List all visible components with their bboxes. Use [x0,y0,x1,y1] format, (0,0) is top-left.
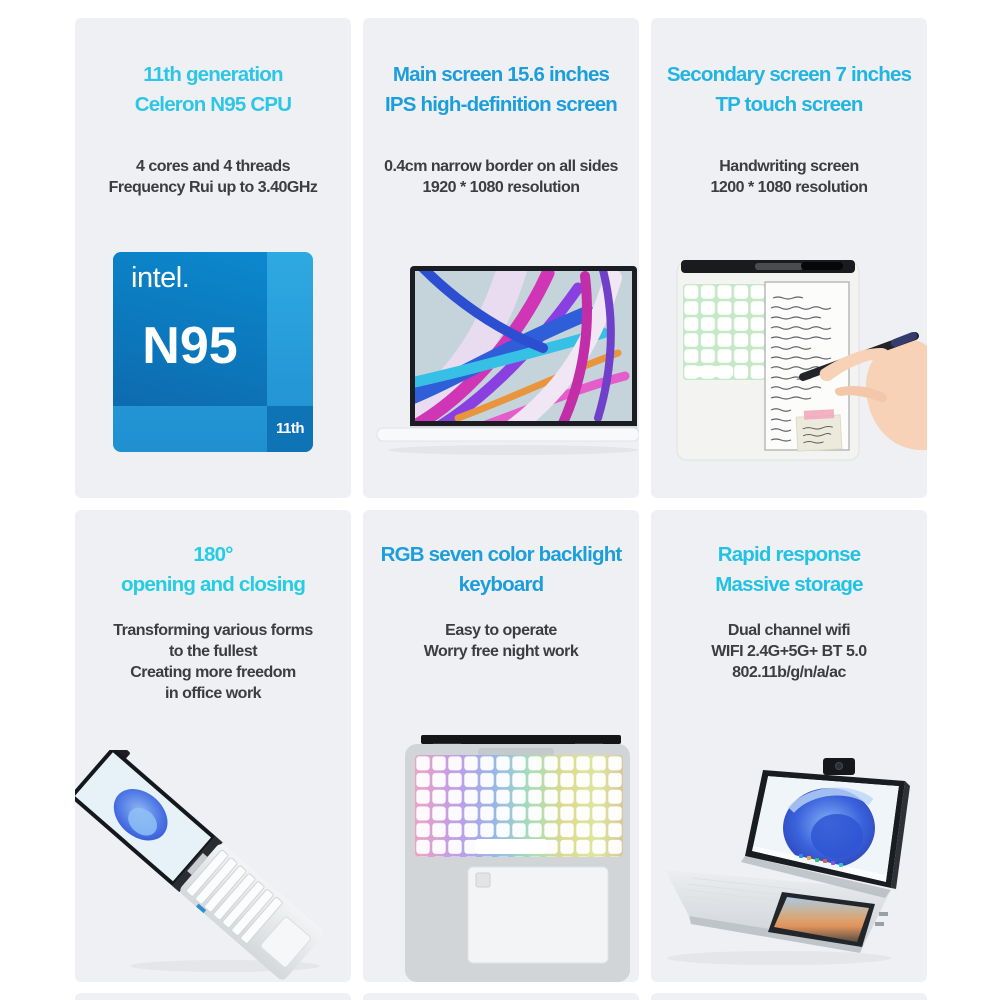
next-row-panel-stub [75,993,351,1000]
heading-line: Massive storage [715,573,863,596]
heading-line: 180° [193,543,233,566]
flat-laptop-illustration [75,750,351,982]
heading-line: Secondary screen 7 inches [666,63,912,86]
intel-n95-badge [113,252,313,452]
description-line: in office work [164,685,262,702]
heading-line: TP touch screen [715,93,863,116]
stylus-slot [801,262,843,270]
description-line: Easy to operate [445,622,557,639]
green-backlit-keyboard [683,284,766,380]
description-line: 1200 * 1080 resolution [710,179,868,196]
intel-brand-text: intel. [131,262,190,294]
heading-line: Main screen 15.6 inches [392,63,610,86]
rgb-keyboard-illustration [363,735,639,982]
heading-line: IPS high-definition screen [384,93,618,116]
description-line: 0.4cm narrow border on all sides [384,158,618,175]
panel-description [75,620,351,704]
dual-screen-laptop-illustration [651,750,927,982]
description-line: Worry free night work [423,643,579,660]
intel-model-text: N95 [142,317,238,375]
description-line: Dual channel wifi [727,622,851,639]
heading-line: 11th generation [143,63,283,86]
next-row-panel-stub [363,993,639,1000]
laptop-opened-flat [75,750,331,982]
fingerprint-sensor [476,873,490,887]
description-line: Frequency Rui up to 3.40GHz [108,179,318,196]
handwriting-illustration [651,238,927,482]
heading-line: Celeron N95 CPU [134,93,292,116]
description-line: Transforming various forms [113,622,313,639]
description-line: Handwriting screen [719,158,859,175]
description-line: to the fullest [168,643,258,660]
panel-heading [75,510,351,600]
laptop-front-illustration [363,258,639,488]
description-line: 4 cores and 4 threads [135,158,290,175]
feature-panel-cpu [75,18,351,498]
panel-heading [651,18,927,120]
panel-heading [363,18,639,120]
feature-panel-180-opening [75,510,351,982]
panel-description [651,156,927,198]
description-line: Creating more freedom [130,664,296,681]
spacebar [475,839,547,854]
description-line: WIFI 2.4G+5G+ BT 5.0 [711,643,867,660]
colorful-wallpaper [378,266,632,430]
laptop-base [377,428,639,441]
next-row-panel-stub [651,993,927,1000]
feature-panel-storage-wifi [651,510,927,982]
panel-description [75,156,351,198]
screen-hinge-edge [421,735,621,744]
panel-description [363,156,639,198]
heading-line: keyboard [458,573,544,596]
description-line: 1920 * 1080 resolution [422,179,580,196]
feature-panel-main-screen [363,18,639,498]
heading-line: RGB seven color backlight [380,543,622,566]
panel-description [363,620,639,662]
feature-panel-secondary-screen [651,18,927,498]
panel-heading [651,510,927,600]
panel-heading [363,510,639,600]
rgb-keyboard [415,755,623,857]
heading-line: Rapid response [717,543,861,566]
panel-heading [75,18,351,120]
feature-panel-rgb-keyboard [363,510,639,982]
description-line: 802.11b/g/n/a/ac [732,664,846,681]
panel-description [651,620,927,683]
intel-generation-text: 11th [267,406,313,452]
heading-line: opening and closing [120,573,306,596]
